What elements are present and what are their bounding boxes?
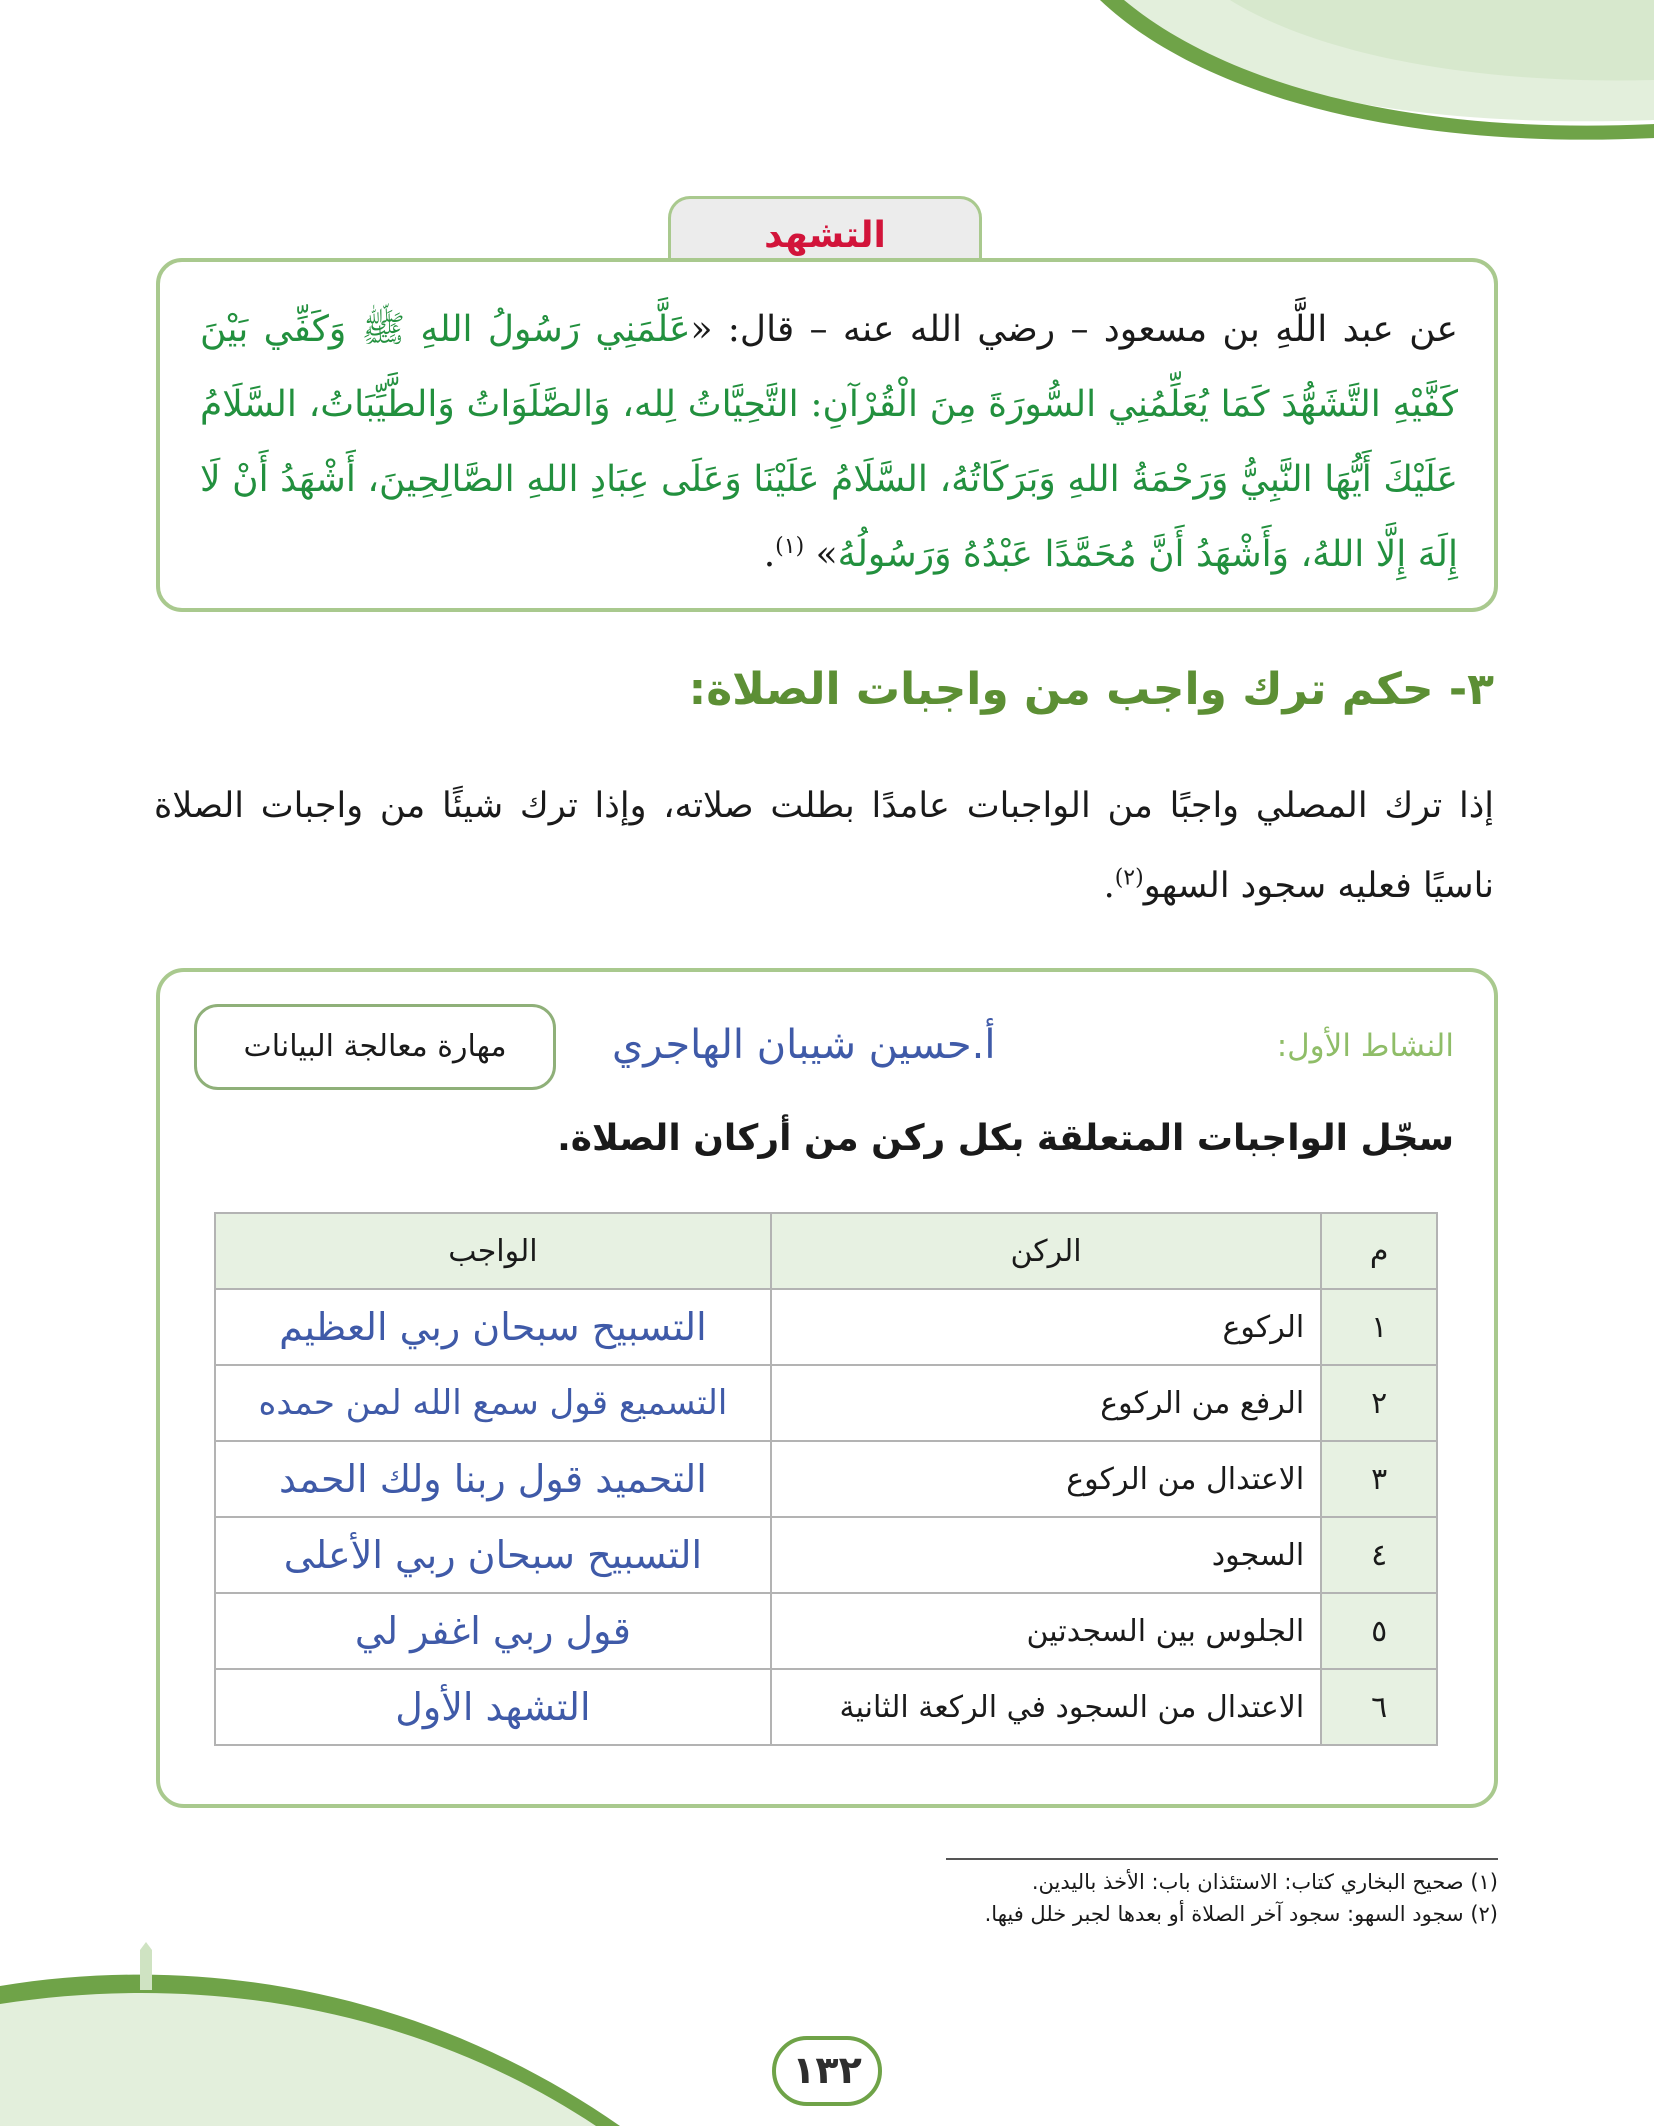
hadith-text [200, 292, 1458, 592]
row-duty-answer[interactable]: التحميد قول ربنا ولك الحمد [215, 1441, 771, 1517]
hadith-quote: عَلَّمَنِي رَسُولُ اللهِ ﷺ وَكَفِّي بَيْنَ كَفَّيْهِ التَّشَهُّدَ كَمَا يُعَلِّمُنِي السُّورَةَ مِنَ الْقُرْآنِ: التَّحِيَّاتُ لِله، وَالصَّلَوَاتُ وَالطَّيِّبَاتُ، السَّلَامُ عَلَيْكَ أَيُّهَا النَّبِيُّ وَرَحْمَةُ اللهِ وَبَرَكَاتُهُ، السَّلَامُ عَلَيْنَا وَعَلَى عِبَادِ اللهِ الصَّالِحِينَ، أَشْهَدُ أَنْ لَا إِلَهَ إِلَّا اللهُ، وَأَشْهَدُ أَنَّ مُحَمَّدًا عَبْدُهُ وَرَسُولُهُ [200, 309, 1458, 575]
row-num: ٦ [1321, 1669, 1437, 1745]
student-name: أ.حسين شيبان الهاجري [612, 1022, 996, 1068]
section-body [154, 766, 1494, 926]
section-body-end: . [1103, 866, 1115, 906]
footnote-ref-2: (٢) [1114, 865, 1144, 891]
table-header-row [215, 1213, 1437, 1289]
hadith-intro: عن عبد اللَّهِ بن مسعود – رضي الله عنه – قال: « [690, 309, 1458, 350]
row-num: ٢ [1321, 1365, 1437, 1441]
footnote-2: (٢) سجود السهو: سجود آخر الصلاة أو بعدها لجبر خلل فيها. [984, 1902, 1498, 1926]
top-corner-ornament [1080, 0, 1654, 150]
row-pillar: الاعتدال من السجود في الركعة الثانية [771, 1669, 1321, 1745]
section-body-text: إذا ترك المصلي واجبًا من الواجبات عامدًا بطلت صلاته، وإذا ترك شيئًا من واجبات الصلاة ناسيًا فعليه سجود السهو [154, 786, 1494, 906]
header-duty: الواجب [215, 1213, 771, 1289]
row-duty-answer[interactable]: التسبيح سبحان ربي العظيم [215, 1289, 771, 1365]
hadith-close: » [815, 534, 838, 575]
bottom-corner-ornament [0, 1930, 620, 2126]
hadith-box [156, 258, 1498, 612]
table-row [215, 1593, 1437, 1669]
header-pillar: الركن [771, 1213, 1321, 1289]
row-pillar: الاعتدال من الركوع [771, 1441, 1321, 1517]
row-num: ٤ [1321, 1517, 1437, 1593]
footnote-1: (١) صحيح البخاري كتاب: الاستئذان باب: الأخذ باليدين. [1031, 1870, 1498, 1894]
activity-label: النشاط الأول: [1276, 1028, 1454, 1064]
row-pillar: الرفع من الركوع [771, 1365, 1321, 1441]
row-duty-answer[interactable]: التسبيح سبحان ربي الأعلى [215, 1517, 771, 1593]
section-heading: ٣- حكم ترك واجب من واجبات الصلاة: [688, 664, 1494, 715]
row-num: ٥ [1321, 1593, 1437, 1669]
table-row [215, 1669, 1437, 1745]
hadith-box-title: التشهد [668, 196, 982, 270]
table-row [215, 1441, 1437, 1517]
row-duty-answer[interactable]: التشهد الأول [215, 1669, 771, 1745]
activity-instruction: سجّل الواجبات المتعلقة بكل ركن من أركان الصلاة. [557, 1118, 1454, 1159]
table-row [215, 1289, 1437, 1365]
row-pillar: الركوع [771, 1289, 1321, 1365]
footnote-divider [946, 1858, 1498, 1860]
hadith-end: . [763, 534, 776, 575]
footnote-ref-1: (١) [775, 534, 805, 559]
table-row [215, 1517, 1437, 1593]
skill-badge: مهارة معالجة البيانات [194, 1004, 556, 1090]
row-duty-answer[interactable]: التسميع قول سمع الله لمن حمده [215, 1365, 771, 1441]
page-number: ١٣٢ [772, 2036, 882, 2106]
row-pillar: السجود [771, 1517, 1321, 1593]
header-num: م [1321, 1213, 1437, 1289]
footnotes [938, 1866, 1498, 1930]
row-num: ١ [1321, 1289, 1437, 1365]
row-pillar: الجلوس بين السجدتين [771, 1593, 1321, 1669]
duties-table [214, 1212, 1438, 1746]
table-row [215, 1365, 1437, 1441]
row-duty-answer[interactable]: قول ربي اغفر لي [215, 1593, 771, 1669]
row-num: ٣ [1321, 1441, 1437, 1517]
